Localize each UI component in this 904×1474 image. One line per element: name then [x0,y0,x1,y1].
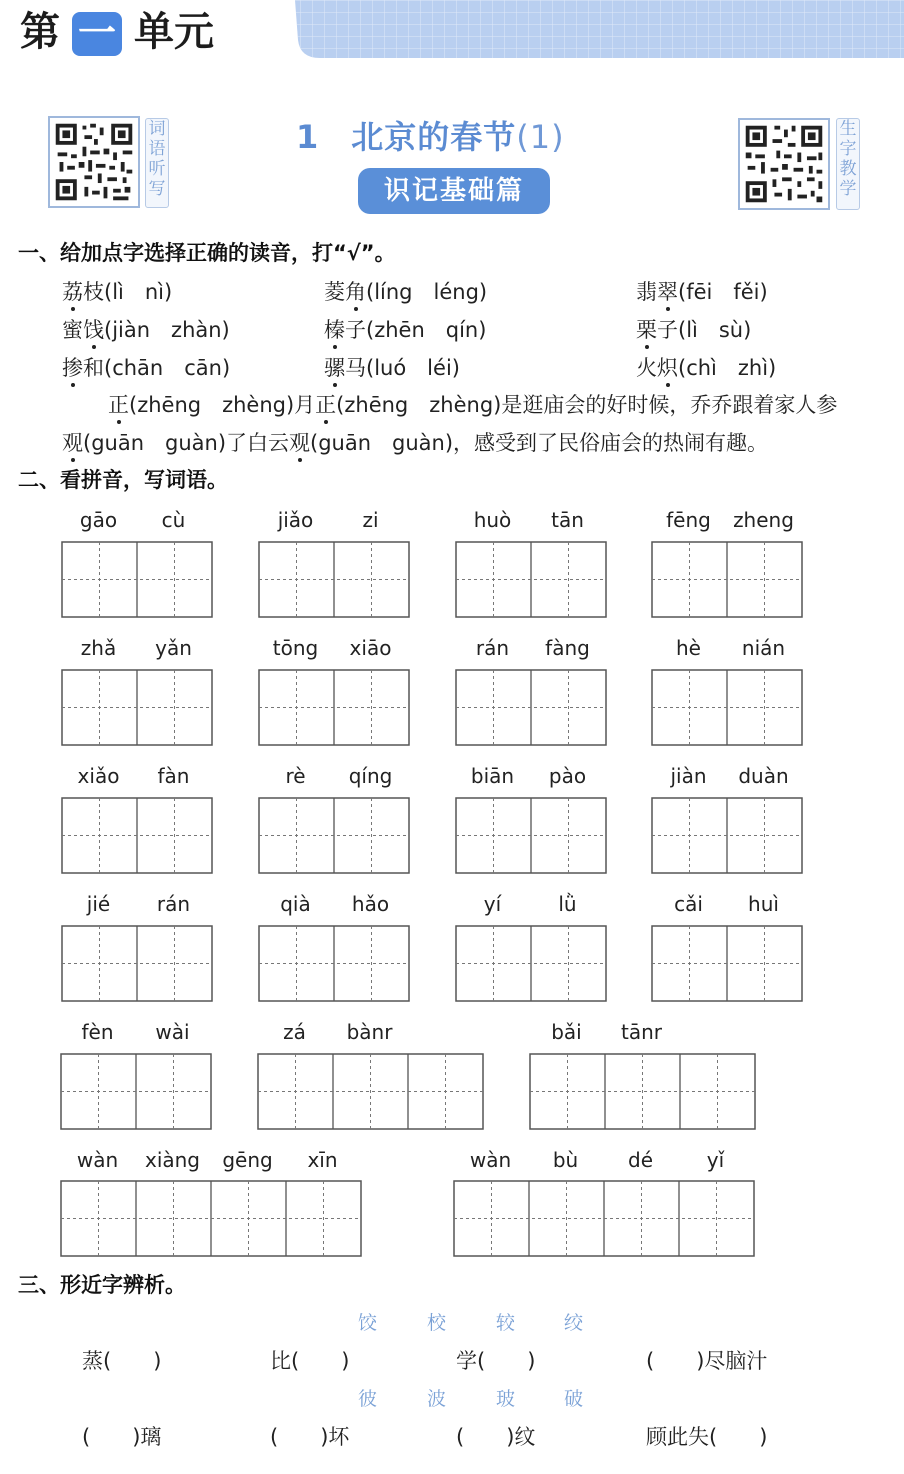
pinyin-label: cǎi [674,892,703,916]
fill-in-blank[interactable]: ( )尽脑汁 [646,1349,768,1373]
pinyin-label: hǎo [351,892,390,916]
pinyin-label: zheng [733,508,794,532]
word-char: 火 [636,356,657,380]
qr-left-label: 词 语 听 写 [145,118,169,208]
pinyin-label: zhǎ [80,636,117,660]
lesson-subtitle: 识记基础篇 [358,168,550,214]
word-char: 子 [657,318,678,342]
tianzige-grid[interactable] [651,797,803,874]
tianzige-grid[interactable] [651,541,803,618]
dotted-char: 栗 [636,318,657,342]
pinyin-label: jiàn [670,764,707,788]
dotted-char: 榛 [324,318,345,342]
tianzige-grid[interactable] [258,797,410,874]
pinyin-label: huò [473,508,512,532]
section1-paragraph-line1 [108,389,837,419]
tianzige-grid[interactable] [651,669,803,746]
section2-heading: 二、看拼音，写词语。 [18,468,228,492]
fill-in-blank[interactable]: 学( ) [456,1349,536,1373]
tianzige-grid[interactable] [258,541,410,618]
pronunciation-item [324,276,487,306]
dotted-char: 正 [315,393,337,417]
dotted-char: 正 [108,393,129,417]
word-char: 菱 [324,280,345,304]
pinyin-label: nián [741,636,786,660]
pinyin-options[interactable]: (chì zhì) [678,356,777,380]
pinyin-label: bù [552,1148,579,1172]
fill-in-blank[interactable]: 蒸( ) [82,1349,162,1373]
tianzige-grid[interactable] [258,669,410,746]
pinyin-options[interactable]: (lì sù) [678,318,752,342]
pinyin-label: fàng [545,636,590,660]
pinyin-label: bǎi [551,1020,582,1044]
unit-prefix: 第 [20,9,60,55]
pinyin-label: dé [628,1148,653,1172]
pinyin-options[interactable]: (fēi fěi) [678,280,768,304]
pinyin-choice: (zhēng zhèng)是逛庙会的好时候，乔乔跟着家人参 [336,393,838,417]
pinyin-label: pào [548,764,587,788]
unit-number-badge [72,12,122,56]
pinyin-label: jiǎo [277,508,314,532]
dotted-char: 观 [62,431,83,455]
option-char: 饺 [358,1312,378,1334]
word-char: 枝 [83,280,104,304]
pronunciation-item [636,314,751,344]
pronunciation-item [636,352,776,382]
pinyin-label: rán [156,892,191,916]
pinyin-label: lǜ [558,892,577,916]
dotted-char: 荔 [62,280,83,304]
pronunciation-item [62,276,172,306]
pinyin-label: fèn [81,1020,114,1044]
dotted-char: 骡 [324,356,345,380]
word-char: 蜜 [62,318,83,342]
pinyin-options[interactable]: (jiàn zhàn) [104,318,230,342]
tianzige-grid[interactable] [455,669,607,746]
pinyin-choice: (zhēng zhèng)月 [129,393,316,417]
lesson-number: 1 [296,118,320,156]
fill-in-blank[interactable]: ( )坏 [270,1425,350,1449]
tianzige-grid[interactable] [651,925,803,1002]
pronunciation-item [324,352,460,382]
section1-heading: 一、给加点字选择正确的读音，打“√”。 [18,241,396,265]
dotted-char: 饯 [83,318,104,342]
pinyin-label: tōng [272,636,319,660]
pinyin-options[interactable]: (lì nì) [104,280,173,304]
pinyin-choice: (guān guàn)了白云 [83,431,290,455]
tianzige-grid[interactable] [455,925,607,1002]
pinyin-label: fàn [157,764,190,788]
pinyin-label: wài [155,1020,190,1044]
option-char: 较 [496,1312,516,1334]
pinyin-label: zi [362,508,379,532]
word-char: 马 [345,356,366,380]
tianzige-grid[interactable] [61,541,213,618]
pinyin-label: xiāo [349,636,392,660]
word-char: 子 [345,318,366,342]
section1-paragraph-line2 [62,427,768,457]
word-char: 翡 [636,280,657,304]
fill-in-blank[interactable]: ( )纹 [456,1425,536,1449]
pinyin-label: gāo [79,508,118,532]
pronunciation-item [324,314,486,344]
qr-code-left[interactable] [48,116,140,208]
pronunciation-item [62,352,230,382]
pinyin-label: wàn [469,1148,512,1172]
fill-in-blank[interactable]: ( )璃 [82,1425,162,1449]
pinyin-label: cù [161,508,186,532]
pinyin-label: bànr [346,1020,393,1044]
pinyin-label: huì [748,892,779,916]
pinyin-label: qià [280,892,311,916]
lesson-title [296,112,636,158]
pinyin-label: zá [283,1020,306,1044]
pinyin-label: xīn [307,1148,338,1172]
tianzige-grid[interactable] [453,1180,755,1257]
pronunciation-item [636,276,768,306]
dotted-char: 炽 [657,356,678,380]
dotted-char: 翠 [657,280,678,304]
qr-right-label: 生 字 教 学 [836,118,860,210]
option-char: 彼 [358,1388,378,1410]
tianzige-grid[interactable] [529,1053,756,1130]
fill-in-blank[interactable]: 顾此失( ) [646,1425,768,1449]
section3-heading: 三、形近字辨析。 [18,1273,186,1297]
fill-in-blank[interactable]: 比( ) [270,1349,350,1373]
option-char: 玻 [496,1388,516,1410]
tianzige-grid[interactable] [258,925,410,1002]
pinyin-label: tān [551,508,584,532]
pinyin-label: gēng [222,1148,273,1172]
pinyin-label: duàn [738,764,789,788]
lesson-name: 北京的春节 [351,118,517,156]
tianzige-grid[interactable] [60,1180,362,1257]
pinyin-options[interactable]: (líng léng) [366,280,488,304]
pinyin-options[interactable]: (chān cān) [104,356,231,380]
pinyin-label: jié [86,892,111,916]
option-char: 绞 [564,1312,584,1334]
pinyin-label: tānr [621,1020,662,1044]
tianzige-grid[interactable] [257,1053,484,1130]
pinyin-label: rè [285,764,306,788]
pinyin-label: fēng [666,508,711,532]
dotted-char: 角 [345,280,366,304]
unit-number: 一 [77,11,116,55]
pinyin-label: yǐ [706,1148,725,1172]
lesson-part: (1) [516,118,565,156]
dotted-char: 观 [289,431,311,455]
word-char: 和 [83,356,104,380]
pinyin-label: qíng [348,764,393,788]
tianzige-grid[interactable] [455,797,607,874]
pinyin-label: yǎn [155,636,192,660]
unit-suffix: 单元 [134,9,214,55]
option-char: 波 [427,1388,447,1410]
qr-code-right[interactable] [738,118,830,210]
pinyin-label: rán [475,636,510,660]
tianzige-grid[interactable] [61,669,213,746]
pinyin-options[interactable]: (luó léi) [366,356,460,380]
option-char: 破 [564,1388,584,1410]
pinyin-options[interactable]: (zhēn qín) [366,318,487,342]
tianzige-grid[interactable] [60,1053,212,1130]
dotted-char: 掺 [62,356,83,380]
pinyin-label: biān [470,764,515,788]
pinyin-label: xiǎo [77,764,120,788]
tianzige-grid[interactable] [455,541,607,618]
pinyin-choice: (guān guàn)，感受到了民俗庙会的热闹有趣。 [310,431,769,455]
pinyin-label: yí [483,892,502,916]
pinyin-label: xiàng [144,1148,201,1172]
option-char: 校 [427,1312,447,1334]
tianzige-grid[interactable] [61,925,213,1002]
pinyin-label: hè [676,636,701,660]
tianzige-grid[interactable] [61,797,213,874]
pinyin-label: wàn [76,1148,119,1172]
pronunciation-item [62,314,230,344]
